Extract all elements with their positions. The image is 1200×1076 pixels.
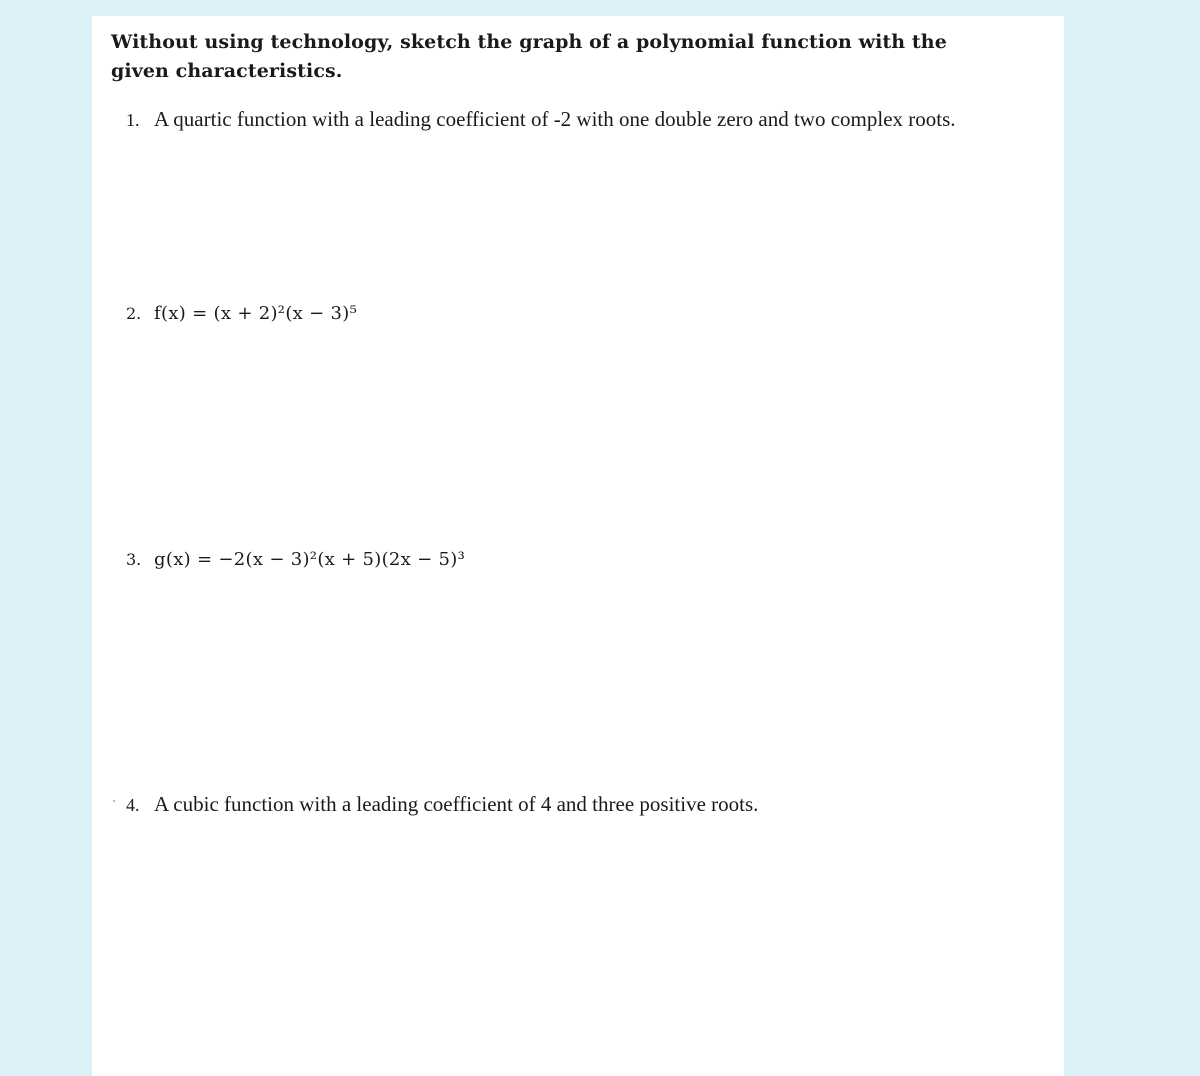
question-4 (126, 792, 758, 817)
instructions-heading: Without using technology, sketch the graph of a polynomial function with the given characteristics. (111, 31, 947, 82)
question-2-number: 2. (126, 304, 142, 323)
question-3 (126, 548, 465, 570)
question-4-text: A cubic function with a leading coefficient of 4 and three positive roots. (154, 792, 759, 816)
question-1-text: A quartic function with a leading coefficient of -2 with one double zero and two complex roots. (154, 107, 956, 131)
question-4-number: 4. (126, 795, 140, 815)
question-3-formula: g(x) = −2(x − 3)²(x + 5)(2x − 5)³ (154, 549, 466, 570)
question-1-number: 1. (126, 110, 140, 130)
question-1 (126, 107, 956, 132)
question-2-formula: f(x) = (x + 2)²(x − 3)⁵ (154, 303, 358, 324)
question-2 (126, 302, 357, 324)
stray-mark (113, 800, 115, 802)
worksheet-page (92, 16, 1064, 1076)
question-3-number: 3. (126, 550, 142, 569)
